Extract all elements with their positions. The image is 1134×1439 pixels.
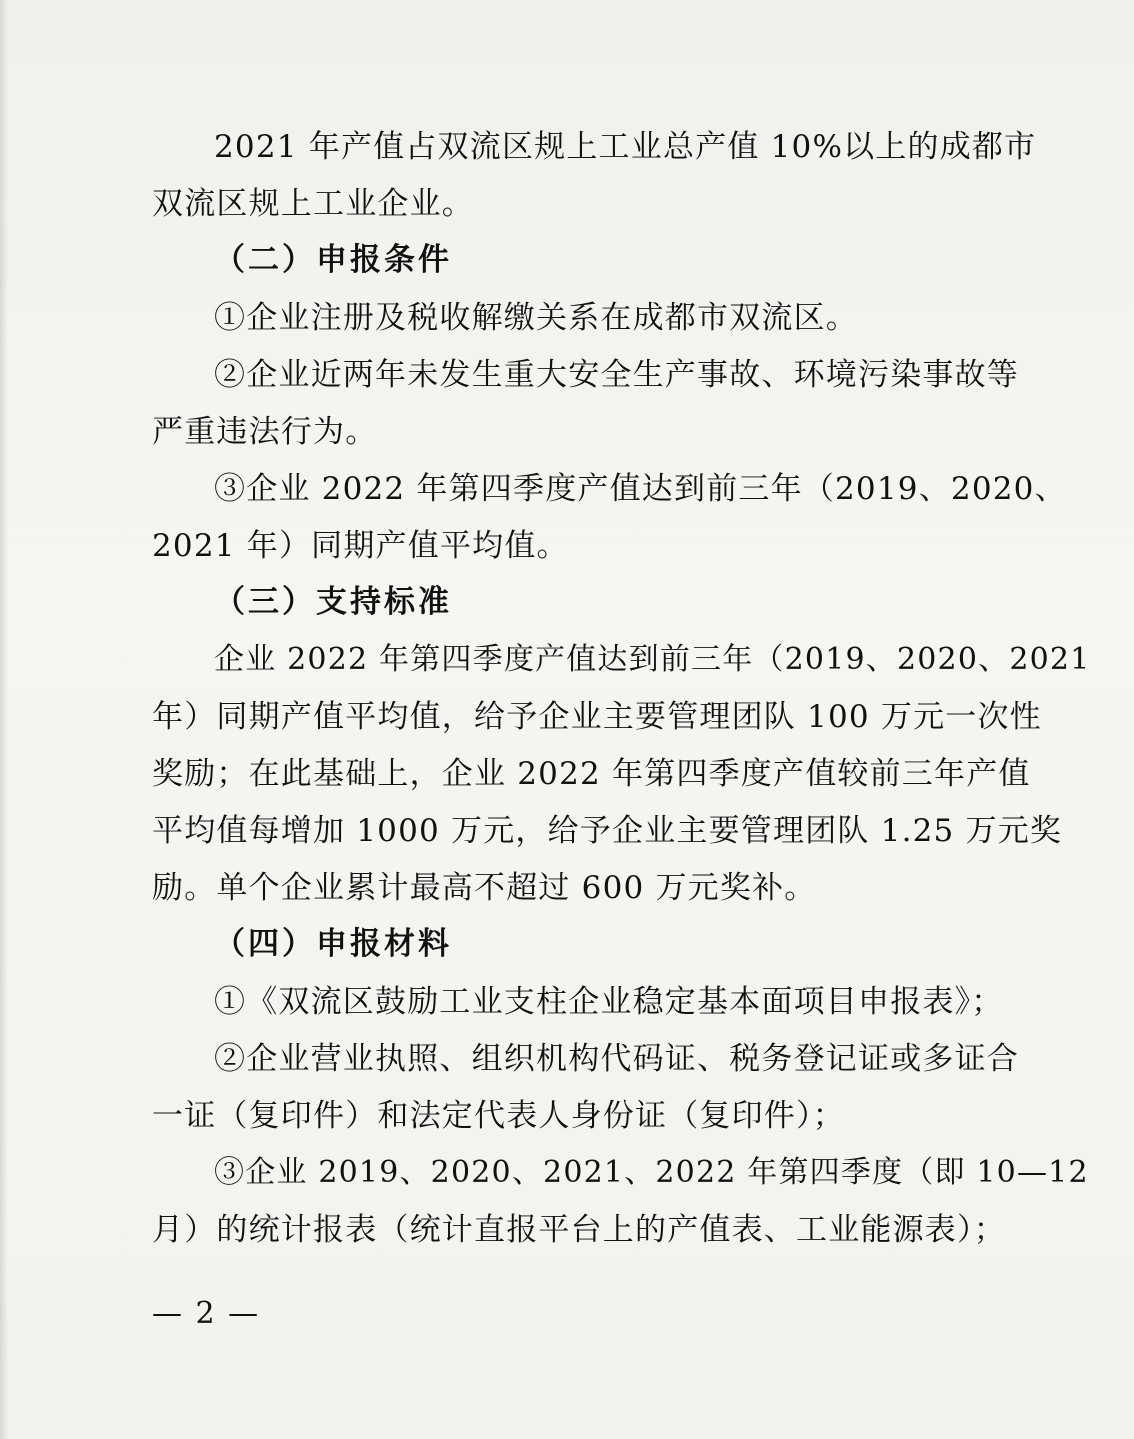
body-line-2: 双流区规上工业企业。 (152, 186, 474, 222)
body-line-6: 严重违法行为。 (152, 414, 378, 450)
body-line-16: ①《双流区鼓励工业支柱企业稳定基本面项目申报表》； (214, 984, 1004, 1020)
body-line-19: ③企业 2019、2020、2021、2022 年第四季度（即 10—12 (214, 1155, 1089, 1190)
section-heading-support: （三）支持标准 (214, 584, 452, 620)
body-line-12: 奖励；在此基础上，企业 2022 年第四季度产值较前三年产值 (152, 756, 1031, 792)
body-line-13: 平均值每增加 1000 万元，给予企业主要管理团队 1.25 万元奖 (152, 813, 1063, 849)
body-line-17: ②企业营业执照、组织机构代码证、税务登记证或多证合 (214, 1041, 1019, 1077)
body-line-5: ②企业近两年未发生重大安全生产事故、环境污染事故等 (214, 357, 1019, 393)
body-line-7: ③企业 2022 年第四季度产值达到前三年（2019、2020、 (214, 471, 1067, 507)
body-line-11: 年）同期产值平均值，给予企业主要管理团队 100 万元一次性 (152, 699, 1042, 735)
body-line-18: 一证（复印件）和法定代表人身份证（复印件）； (152, 1098, 845, 1134)
body-line-10: 企业 2022 年第四季度产值达到前三年（2019、2020、2021 (214, 642, 1091, 677)
page-number: — 2 — (152, 1296, 261, 1331)
body-line-8: 2021 年）同期产值平均值。 (152, 528, 569, 564)
body-line-20: 月）的统计报表（统计直报平台上的产值表、工业能源表）； (152, 1212, 1006, 1248)
section-heading-materials: （四）申报材料 (214, 926, 452, 962)
body-line-14: 励。单个企业累计最高不超过 600 万元奖补。 (152, 870, 817, 906)
section-heading-conditions: （二）申报条件 (214, 242, 452, 278)
body-line-4: ①企业注册及税收解缴关系在成都市双流区。 (214, 300, 858, 336)
body-line-1: 2021 年产值占双流区规上工业总产值 10%以上的成都市 (214, 129, 1037, 165)
